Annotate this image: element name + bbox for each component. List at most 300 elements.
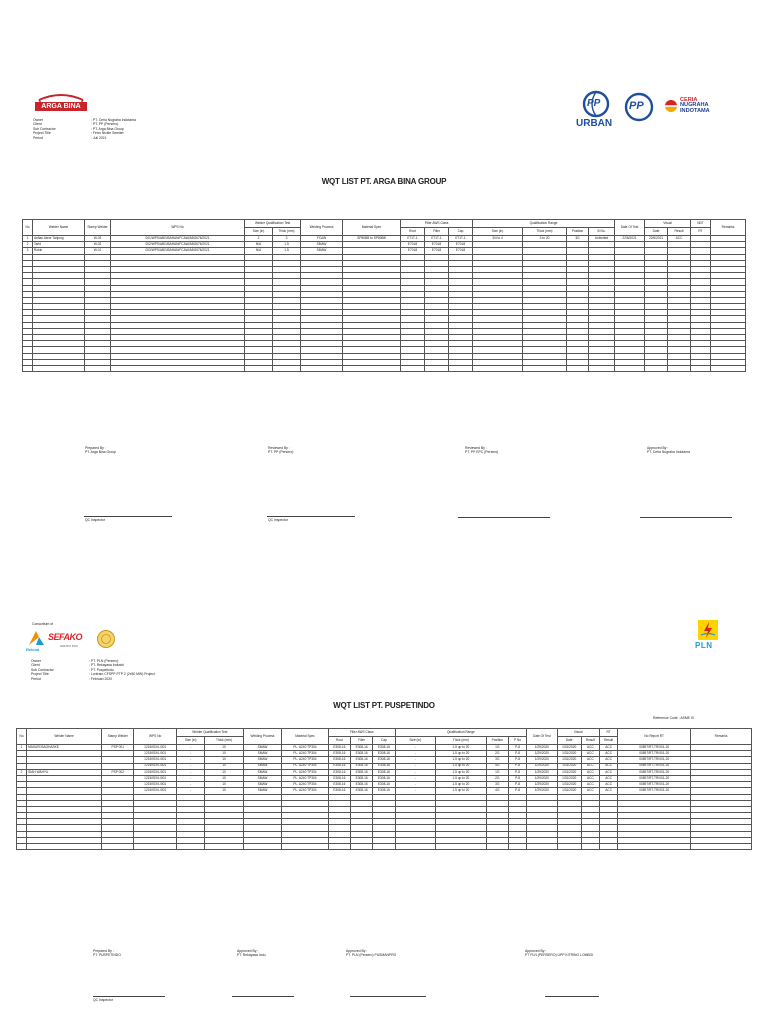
- table-cell: 2: [245, 236, 273, 242]
- table-cell: E308-16: [373, 782, 395, 788]
- table-cell: [301, 365, 343, 371]
- col-header: Thick (mm): [273, 228, 301, 236]
- table-cell: 2: [17, 769, 27, 775]
- table-cell: 4G: [486, 763, 508, 769]
- table-cell: E308-16: [328, 751, 350, 757]
- table-cell: SP80BB to SP80BB: [343, 236, 401, 242]
- doc2-title: WQT LIST PT. PUSPETINDO: [333, 701, 435, 710]
- table-row-empty: [23, 365, 746, 371]
- table-cell: E308-16: [328, 763, 350, 769]
- table-cell: SMAW: [243, 745, 281, 751]
- table-cell: E7018: [401, 242, 425, 248]
- table-cell: -: [395, 745, 435, 751]
- table-cell: 22/6/2021: [615, 236, 645, 242]
- table-cell: 00897/RT-TR/001-20: [618, 788, 691, 794]
- info-row: Sub Contractor : PT. Arga Bina Group: [33, 126, 124, 131]
- table-cell: -: [176, 769, 204, 775]
- doc1-qc-inspector-label: QC Inspector: [85, 518, 105, 522]
- table-cell: 3G: [486, 782, 508, 788]
- table-cell: 1.5 up to 20: [436, 782, 487, 788]
- col-header: Root: [328, 737, 350, 745]
- table-cell: W-03: [85, 236, 111, 242]
- table-cell: N/A: [245, 242, 273, 248]
- info-row: Project Title : Lontram CFSPP PTP 2 (2x50 MW) Project: [31, 672, 155, 677]
- info-row: Period : Juli 2021: [33, 135, 107, 140]
- table-cell: E308-16: [373, 757, 395, 763]
- col-header: RT: [691, 228, 711, 236]
- table-cell: ACC: [581, 763, 599, 769]
- table-cell: E7018: [449, 242, 473, 248]
- table-cell: [33, 365, 85, 371]
- col-header: Welding Process: [243, 729, 281, 745]
- table-cell: E308-16: [373, 775, 395, 781]
- table-cell: -: [395, 782, 435, 788]
- table-cell: -: [176, 745, 204, 751]
- table-cell: [557, 844, 581, 850]
- table-cell: 1: [17, 745, 27, 751]
- rekind-logo: Rekind: [26, 628, 46, 654]
- table-cell: SMAW: [243, 751, 281, 757]
- col-header: Material Spec: [343, 220, 401, 236]
- table-cell: [273, 365, 301, 371]
- col-header: Welding Process: [301, 220, 343, 236]
- table-cell: -: [176, 782, 204, 788]
- table-cell: E71T-1: [425, 236, 449, 242]
- table-cell: [205, 844, 243, 850]
- table-cell: [17, 844, 27, 850]
- table-cell: [615, 365, 645, 371]
- table-cell: 001/WPS/ABG/BAHAN/FCAW/ABG676/2021: [111, 236, 245, 242]
- table-cell: ACC: [600, 745, 618, 751]
- table-cell: 1/29/2020: [527, 769, 557, 775]
- table-cell: 3 to 20: [523, 236, 567, 242]
- col-header: Filler: [425, 228, 449, 236]
- doc2-qc-inspector-label: QC Inspector: [93, 998, 113, 1002]
- doc1-signature-approved: Approved By : PT. Ceria Nugraha Indotama: [647, 446, 690, 455]
- table-cell: -: [395, 751, 435, 757]
- col-header: Welder Name: [33, 220, 85, 236]
- consortium-label: Consortium of: [32, 622, 54, 626]
- signature-line: [458, 517, 550, 518]
- table-cell: [343, 365, 401, 371]
- table-cell: ACC: [668, 236, 691, 242]
- table-cell: 1/31/2020: [557, 763, 581, 769]
- table-cell: ACC: [581, 782, 599, 788]
- table-cell: 1/31/2020: [557, 788, 581, 794]
- table-cell: SMAW: [301, 242, 343, 248]
- table-cell: 4G: [486, 788, 508, 794]
- info-row: Owner : PT. PLN (Persero): [31, 659, 119, 663]
- table-cell: 10: [205, 775, 243, 781]
- ceria-nugraha-logo: CERIA NUGRAHA INDOTAMA: [664, 98, 734, 118]
- table-cell: 1.5 up to 20: [436, 769, 487, 775]
- doc2-signature-prepared: Prepared By : PT. PUSPETINDO: [93, 949, 121, 958]
- table-cell: ACC: [600, 788, 618, 794]
- col-header: Date Of Test: [527, 729, 557, 745]
- doc2-wqt-table: [16, 728, 752, 850]
- table-cell: 1215/ISX/L/001: [134, 782, 177, 788]
- table-cell: P-8: [508, 763, 526, 769]
- table-cell: [589, 365, 615, 371]
- table-cell: 1/31/2020: [557, 745, 581, 751]
- signature-line: [545, 996, 599, 997]
- col-header: Thick (mm): [523, 228, 567, 236]
- table-cell: SMAW: [243, 757, 281, 763]
- doc1-signature-reviewed-pp: Reviewed By : PT. PP (Persero): [268, 446, 294, 455]
- doc1-signature-reviewed-epc: Reviewed By : PT. PP EPC (Persero): [465, 446, 499, 455]
- col-header: Qualification Range: [395, 729, 527, 737]
- col-header: Remarks: [691, 729, 752, 745]
- col-header: No: [17, 729, 27, 745]
- table-cell: 003/WPS/ABG/BAHAN/FCAW/ABG676/2021: [111, 248, 245, 254]
- table-cell: [176, 844, 204, 850]
- table-cell: 1.5: [273, 248, 301, 254]
- table-cell: SMAW: [243, 769, 281, 775]
- table-cell: 00897/RT-TR/001-20: [618, 775, 691, 781]
- table-cell: P-8: [508, 769, 526, 775]
- table-cell: PSP 002: [102, 769, 134, 775]
- table-cell: E308-16: [328, 782, 350, 788]
- col-header: Thick (mm): [436, 737, 487, 745]
- table-cell: [668, 365, 691, 371]
- table-cell: 1/31/2020: [557, 757, 581, 763]
- signature-line: [350, 996, 426, 997]
- table-cell: ACC: [581, 788, 599, 794]
- table-cell: E308-16: [351, 769, 373, 775]
- table-cell: 00897/RT-TR/001-20: [618, 769, 691, 775]
- table-cell: SMAW: [243, 763, 281, 769]
- table-cell: 00897/RT-TR/001-20: [618, 751, 691, 757]
- table-header-row: [23, 220, 746, 228]
- info-row: Owner : PT. Ceria Nugraha Indotama: [33, 118, 136, 122]
- pp-urban-logo: PP URBAN: [574, 90, 618, 130]
- table-cell: 10: [205, 788, 243, 794]
- col-header: Filler AWS Class: [328, 729, 395, 737]
- col-header: WPS No: [134, 729, 177, 745]
- table-cell: 10: [205, 769, 243, 775]
- col-header: Welder Qualification Test: [245, 220, 301, 228]
- table-cell: [395, 844, 435, 850]
- table-cell: [600, 844, 618, 850]
- table-cell: E7018: [425, 242, 449, 248]
- table-cell: 1215/ISX/L/001: [134, 775, 177, 781]
- table-cell: 1/29/2020: [527, 775, 557, 781]
- table-cell: E7018: [401, 248, 425, 254]
- table-cell: 00897/RT-TR/001-20: [618, 763, 691, 769]
- info-row: Client : PT. PP (Persero): [33, 122, 119, 127]
- col-header: No Report RT: [618, 729, 691, 745]
- table-cell: SMAW: [243, 788, 281, 794]
- table-cell: [449, 365, 473, 371]
- table-cell: E308-16: [328, 775, 350, 781]
- table-cell: SMAW: [243, 782, 281, 788]
- table-cell: 1.5 up to 20: [436, 788, 487, 794]
- table-cell: E308-16: [351, 757, 373, 763]
- table-cell: 1G: [486, 769, 508, 775]
- table-cell: 10: [205, 751, 243, 757]
- table-cell: [102, 844, 134, 850]
- table-cell: 10: [205, 757, 243, 763]
- table-cell: FCAW: [301, 236, 343, 242]
- table-cell: E308-16: [373, 745, 395, 751]
- arga-bina-logo-text: ARGA BINA: [41, 102, 81, 110]
- table-cell: [85, 365, 111, 371]
- table-cell: 2G: [486, 751, 508, 757]
- table-cell: 1215/ISX/L/001: [134, 745, 177, 751]
- table-cell: E308-16: [351, 788, 373, 794]
- table-cell: E308-16: [373, 769, 395, 775]
- doc2-signature-pln-upp: Approved By : PT PLN (PERSERO) UPP KITRING LOMBOI: [525, 949, 594, 958]
- table-cell: 1G: [486, 745, 508, 751]
- table-cell: PSP 001: [102, 745, 134, 751]
- reference-code: Reference Code : ASME IX: [653, 716, 695, 720]
- table-cell: ACC: [600, 751, 618, 757]
- table-cell: [691, 844, 752, 850]
- table-cell: [527, 844, 557, 850]
- col-header: B No.: [589, 228, 615, 236]
- table-cell: PL. A240 TP304: [282, 757, 329, 763]
- table-cell: N/A: [245, 248, 273, 254]
- col-header: Filler AWS Class: [401, 220, 473, 228]
- doc1-signature-prepared: Prepared By : PT. Arga Bina Group: [85, 446, 116, 455]
- col-header: Qualification Range: [473, 220, 615, 228]
- table-cell: ACC: [581, 775, 599, 781]
- table-cell: ACC: [600, 782, 618, 788]
- doc1-qc-inspector-label: QC Inspector: [268, 518, 288, 522]
- table-cell: [523, 365, 567, 371]
- table-cell: 10: [205, 745, 243, 751]
- col-header: Thick (mm): [205, 737, 243, 745]
- col-header: NDT: [691, 220, 711, 228]
- col-header: Size (in): [176, 737, 204, 745]
- table-cell: 1.5 up to 20: [436, 751, 487, 757]
- table-cell: PL. A240 TP304: [282, 782, 329, 788]
- col-header: Root: [401, 228, 425, 236]
- table-cell: E308-16: [373, 788, 395, 794]
- col-header: Size (in): [473, 228, 523, 236]
- doc2-signature-rekayasa: Approved By : PT. Rekayasa Indu: [237, 949, 266, 958]
- pp-logo: PP: [622, 92, 656, 122]
- table-cell: 3G: [567, 236, 589, 242]
- table-cell: E7018: [425, 248, 449, 254]
- table-cell: -: [176, 757, 204, 763]
- table-cell: -: [395, 788, 435, 794]
- col-header: Date: [557, 737, 581, 745]
- table-cell: [567, 365, 589, 371]
- sefako-logo: SEFAKO GRUPO PSC: [48, 632, 83, 648]
- table-cell: [134, 844, 177, 850]
- table-cell: 3: [23, 248, 33, 254]
- table-cell: 22/6/2021: [645, 236, 668, 242]
- table-cell: [508, 844, 526, 850]
- table-header-row: [17, 729, 752, 737]
- table-cell: PL. A240 TP304: [282, 745, 329, 751]
- table-cell: [243, 844, 281, 850]
- table-cell: [282, 844, 329, 850]
- table-cell: 1.5 up to 20: [436, 745, 487, 751]
- signature-line: [93, 996, 165, 997]
- table-cell: [351, 844, 373, 850]
- signature-line: [640, 517, 732, 518]
- table-cell: Arifian Abror Tanjung: [33, 236, 85, 242]
- col-header: Date: [645, 228, 668, 236]
- col-header: Material Spec: [282, 729, 329, 745]
- col-header: Visual: [645, 220, 691, 228]
- col-header: WPS No: [111, 220, 245, 236]
- table-cell: 1/29/2020: [527, 763, 557, 769]
- table-cell: PL. A240 TP304: [282, 751, 329, 757]
- table-cell: [436, 844, 487, 850]
- table-cell: PL. A240 TP304: [282, 769, 329, 775]
- table-cell: ACC: [600, 769, 618, 775]
- table-cell: [111, 365, 245, 371]
- signature-line: [232, 996, 294, 997]
- table-cell: E308-16: [351, 775, 373, 781]
- table-cell: 3G: [486, 757, 508, 763]
- table-cell: [486, 844, 508, 850]
- info-row: Sub Contractor : PT. Puspetindo: [31, 667, 114, 672]
- col-header: Result: [581, 737, 599, 745]
- signature-line: [267, 516, 355, 517]
- table-cell: P-8: [508, 788, 526, 794]
- table-cell: 1/31/2020: [557, 769, 581, 775]
- table-cell: ACC: [581, 745, 599, 751]
- doc2-signature-pln-pusmanpro: Approved By : PT. PLN (Persero) PUSMANPRO: [346, 949, 397, 958]
- table-cell: E308-16: [328, 757, 350, 763]
- col-header: Stamp Welder: [102, 729, 134, 745]
- table-cell: 00897/RT-TR/001-20: [618, 782, 691, 788]
- table-cell: PL. A240 TP304: [282, 763, 329, 769]
- table-cell: [691, 365, 711, 371]
- table-cell: SMAW: [243, 775, 281, 781]
- table-cell: E71T-1: [401, 236, 425, 242]
- table-cell: 3/4 to 4: [473, 236, 523, 242]
- table-cell: 1/31/2020: [557, 751, 581, 757]
- table-cell: ACC: [581, 769, 599, 775]
- seal-logo: [96, 629, 116, 649]
- table-cell: E308-16: [351, 751, 373, 757]
- table-cell: E308-16: [328, 769, 350, 775]
- table-cell: 1.5: [273, 242, 301, 248]
- table-cell: -: [395, 757, 435, 763]
- table-cell: W-02: [85, 242, 111, 248]
- table-cell: E308-16: [351, 763, 373, 769]
- table-cell: Robin: [33, 248, 85, 254]
- table-cell: 1.5 up to 20: [436, 775, 487, 781]
- table-cell: ACC: [581, 757, 599, 763]
- doc1-wqt-table: [22, 219, 746, 372]
- table-cell: E308-16: [328, 788, 350, 794]
- table-cell: [401, 365, 425, 371]
- table-cell: [581, 844, 599, 850]
- table-cell: ACC: [600, 775, 618, 781]
- table-cell: 1: [23, 236, 33, 242]
- table-cell: 1.5 up to 20: [436, 757, 487, 763]
- col-header: P No: [508, 737, 526, 745]
- table-cell: 2: [23, 242, 33, 248]
- table-cell: -: [395, 775, 435, 781]
- table-cell: [373, 844, 395, 850]
- col-header: Welder Name: [27, 729, 102, 745]
- table-cell: P-8: [508, 745, 526, 751]
- table-cell: [425, 365, 449, 371]
- table-cell: P-8: [508, 751, 526, 757]
- table-cell: ACC: [600, 757, 618, 763]
- table-cell: IDAH WAHYU: [27, 769, 102, 775]
- doc1-project-info: [33, 118, 193, 140]
- table-cell: -: [395, 769, 435, 775]
- table-cell: 1215/ISX/L/001: [134, 751, 177, 757]
- col-header: Date Of Test: [615, 220, 645, 236]
- col-header: Size (in): [245, 228, 273, 236]
- col-header: Remarks: [711, 220, 746, 236]
- table-cell: E308-16: [373, 751, 395, 757]
- table-cell: Unlimited: [589, 236, 615, 242]
- col-header: No: [23, 220, 33, 236]
- info-row: Project Title : Ferro Nickle Smelter: [33, 131, 124, 136]
- col-header: Cap: [373, 737, 395, 745]
- table-cell: E308-16: [328, 745, 350, 751]
- col-header: Position: [567, 228, 589, 236]
- table-cell: E308-16: [351, 782, 373, 788]
- table-cell: 00897/RT-TR/001-20: [618, 745, 691, 751]
- table-cell: [618, 844, 691, 850]
- table-cell: PL. A240 TP304: [282, 775, 329, 781]
- table-cell: [27, 844, 102, 850]
- table-row-empty: [17, 844, 752, 850]
- table-cell: E71T-1: [449, 236, 473, 242]
- table-cell: MASURI BAGHASKE: [27, 745, 102, 751]
- table-cell: 1215/ISX/L/001: [134, 769, 177, 775]
- table-cell: -: [176, 775, 204, 781]
- table-cell: PL. A240 TP304: [282, 788, 329, 794]
- signature-line: [84, 516, 172, 517]
- info-row: Period : Februari 2020: [31, 676, 112, 681]
- table-cell: 1/29/2020: [527, 757, 557, 763]
- table-cell: 002/WPS/ABG/BAHAN/FCAW/ABG676/2021: [111, 242, 245, 248]
- table-cell: E308-16: [373, 763, 395, 769]
- col-header: Size (in): [395, 737, 435, 745]
- table-cell: 1/29/2020: [527, 751, 557, 757]
- table-cell: 1215/ISX/L/001: [134, 788, 177, 794]
- table-cell: 1/29/2020: [527, 745, 557, 751]
- table-cell: SMAW: [301, 248, 343, 254]
- table-cell: -: [395, 763, 435, 769]
- col-header: Filler: [351, 737, 373, 745]
- table-cell: P-8: [508, 782, 526, 788]
- table-cell: 00897/RT-TR/001-20: [618, 757, 691, 763]
- table-cell: ACC: [600, 763, 618, 769]
- table-cell: 10: [205, 782, 243, 788]
- col-header: Welder Qualification Test: [176, 729, 243, 737]
- col-header: Stamp Welder: [85, 220, 111, 236]
- table-cell: 1/29/2020: [527, 788, 557, 794]
- table-cell: W-01: [85, 248, 111, 254]
- table-cell: E308-16: [351, 745, 373, 751]
- col-header: Result: [668, 228, 691, 236]
- arga-bina-logo: [33, 92, 89, 114]
- table-cell: 1215/ISX/L/001: [134, 757, 177, 763]
- table-cell: E7018: [449, 248, 473, 254]
- table-cell: 1.5 up to 20: [436, 763, 487, 769]
- table-cell: 1/31/2020: [557, 775, 581, 781]
- table-cell: ACC: [581, 751, 599, 757]
- table-cell: [711, 365, 746, 371]
- table-cell: P-8: [508, 757, 526, 763]
- table-cell: P-8: [508, 775, 526, 781]
- table-cell: [23, 365, 33, 371]
- table-cell: 3: [273, 236, 301, 242]
